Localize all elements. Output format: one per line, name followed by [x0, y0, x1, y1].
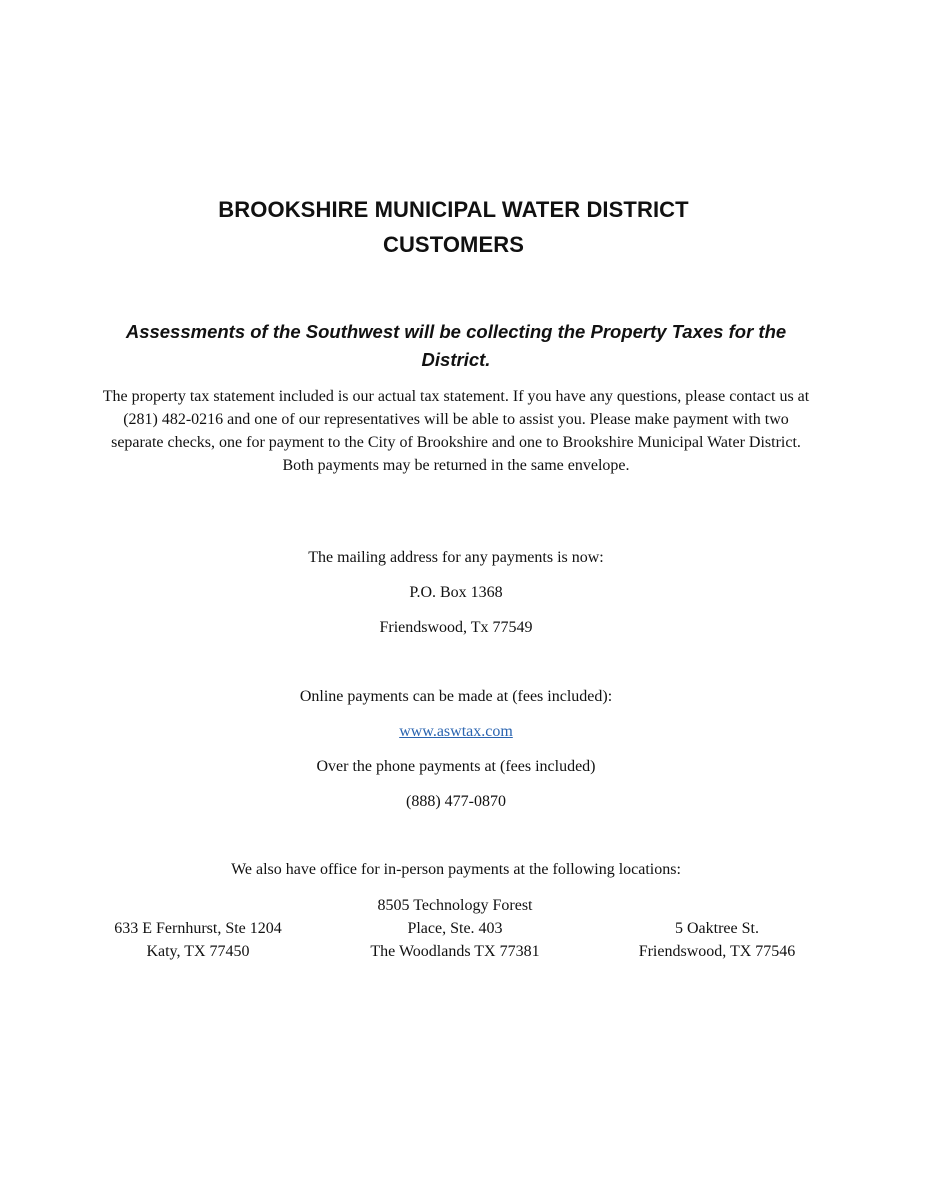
- office-friendswood-city: Friendswood, TX 77546: [638, 943, 796, 960]
- website-line: [0, 722, 912, 742]
- phone-payments-intro: Over the phone payments at (fees included): [316, 758, 596, 775]
- office-woodlands-city: The Woodlands TX 77381: [370, 943, 540, 960]
- subtitle: Assessments of the Southwest will be collecting the Property Taxes for the District.: [125, 321, 787, 370]
- page-title-line-1: BROOKSHIRE MUNICIPAL WATER DISTRICT: [218, 197, 689, 222]
- office-friendswood: [612, 917, 822, 963]
- mailing-address-intro: The mailing address for any payments is now:: [308, 549, 604, 566]
- mailing-city: Friendswood, Tx 77549: [379, 619, 533, 636]
- mailing-po-box: P.O. Box 1368: [409, 584, 503, 601]
- office-woodlands: [355, 894, 555, 963]
- page-title-line-2: CUSTOMERS: [382, 232, 525, 257]
- website-link[interactable]: www.aswtax.com: [399, 723, 513, 740]
- office-katy-city: Katy, TX 77450: [146, 943, 250, 960]
- office-woodlands-suite: Place, Ste. 403: [407, 920, 503, 937]
- office-woodlands-street: 8505 Technology Forest: [377, 897, 533, 914]
- online-payments-intro: Online payments can be made at (fees included):: [299, 688, 613, 705]
- intro-paragraph: The property tax statement included is our actual tax statement. If you have any questions, please contact us at (281) 482-0216 and one of our representatives will be able to assist you. Please make payment with two separate checks, one for payment to the City of Brookshire and one to Brookshire Municipal Water District. Both payments may be returned in the same envelope.: [102, 388, 810, 474]
- office-katy-street: 633 E Fernhurst, Ste 1204: [114, 920, 282, 937]
- office-friendswood-street: 5 Oaktree St.: [675, 920, 759, 937]
- phone-number: (888) 477-0870: [406, 793, 506, 810]
- offices-intro: We also have office for in-person payments at the following locations:: [231, 861, 681, 878]
- office-katy: [98, 917, 298, 963]
